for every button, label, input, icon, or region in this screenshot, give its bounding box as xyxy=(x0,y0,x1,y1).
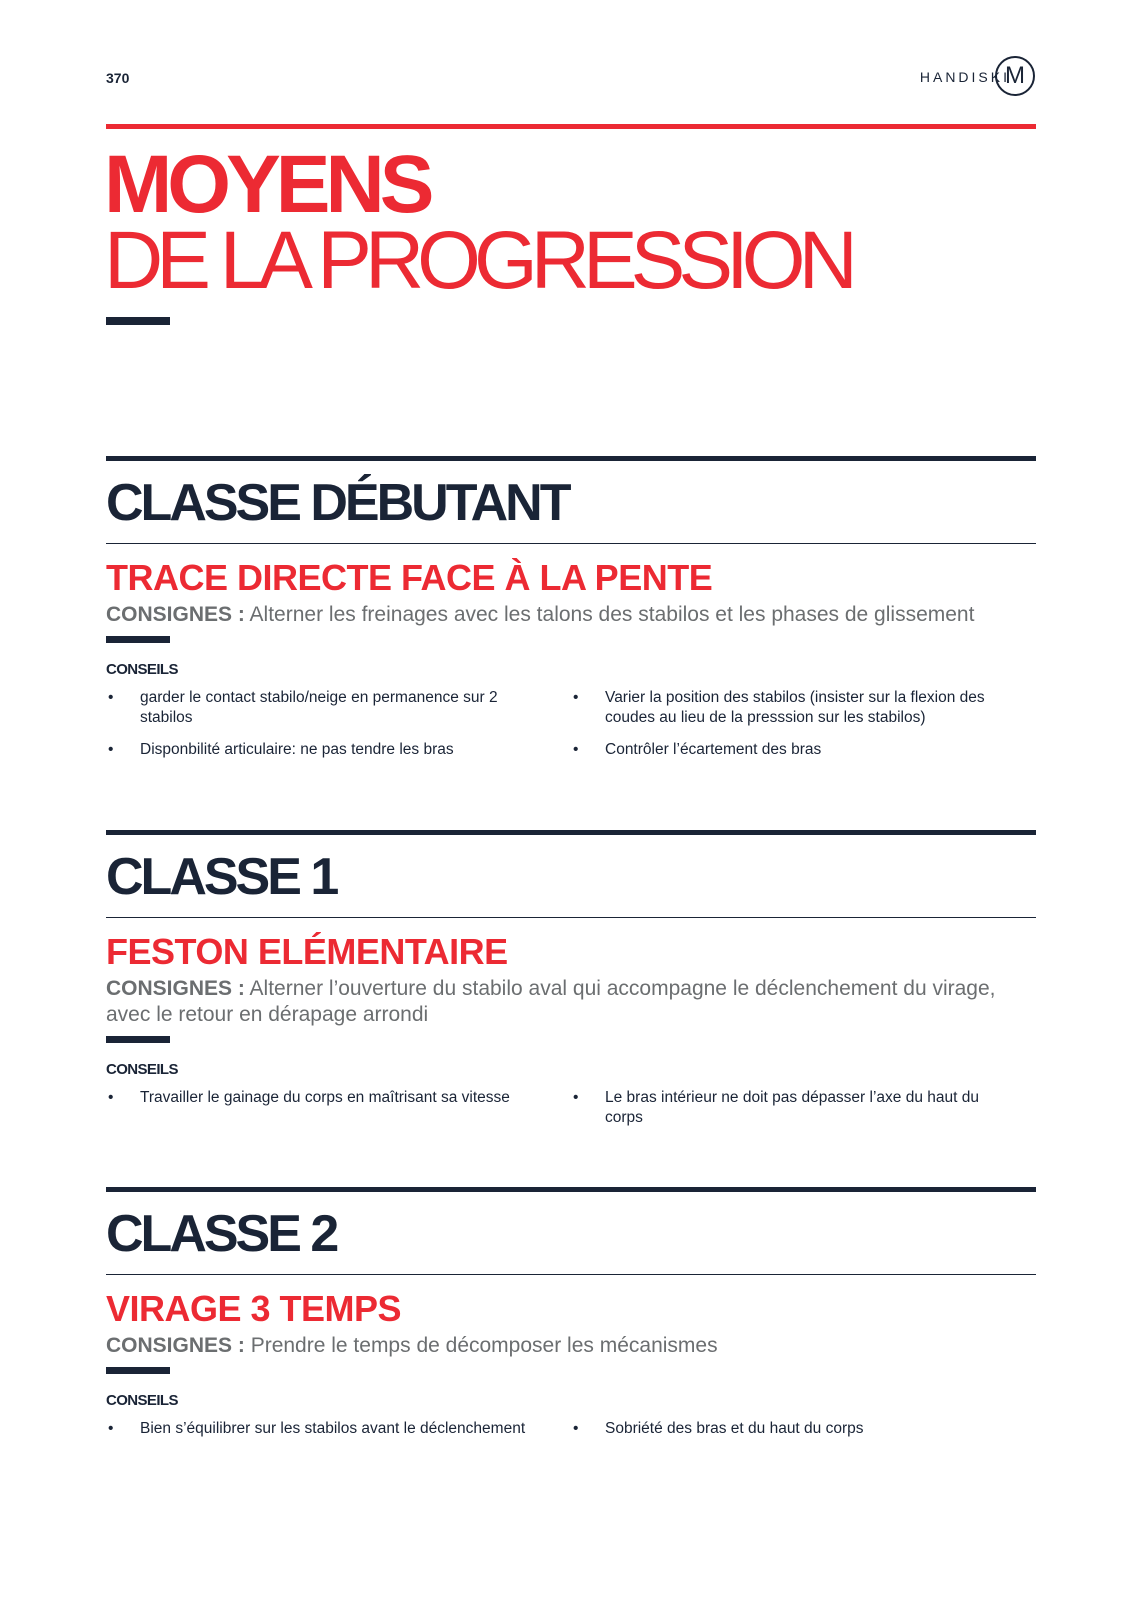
section-divider xyxy=(106,830,1036,835)
tip-text: Contrôler l’écartement des bras xyxy=(605,741,822,758)
thin-divider xyxy=(106,543,1036,544)
consignes-text: Prendre le temps de décomposer les mécanismes xyxy=(250,1334,718,1357)
class-title: CLASSE 2 xyxy=(106,1205,337,1263)
section-classe-1 xyxy=(106,830,1036,1128)
list-item xyxy=(106,688,571,728)
section-classe-2 xyxy=(106,1187,1036,1439)
page-number: 370 xyxy=(106,70,130,86)
list-item xyxy=(106,1088,571,1128)
consignes-text: Alterner l’ouverture du stabilo aval qui accompagne le déclenchement du virage, avec le retour en dérapage arrondi xyxy=(106,977,996,1026)
tip-text: Bien s’équilibrer sur les stabilos avant le déclenchement xyxy=(140,1420,526,1437)
bullet-icon: • xyxy=(573,1420,579,1437)
list-item xyxy=(571,740,1036,760)
accent-dash xyxy=(106,636,170,643)
exercise-title: TRACE DIRECTE FACE À LA PENTE xyxy=(106,557,713,598)
tip-text: Varier la position des stabilos (insister sur la flexion des coudes au lieu de la presssion sur les stabilos) xyxy=(605,689,985,726)
brand-name: HANDISKI xyxy=(919,69,1010,85)
consignes-label: CONSIGNES : xyxy=(106,603,245,626)
accent-dash xyxy=(106,1367,170,1374)
tip-text: Disponbilité articulaire: ne pas tendre les bras xyxy=(140,741,454,758)
bullet-icon: • xyxy=(108,689,114,706)
list-item xyxy=(106,740,571,760)
exercise-title: FESTON ELÉMENTAIRE xyxy=(106,931,508,972)
tips-list xyxy=(106,1419,1036,1439)
class-title: CLASSE DÉBUTANT xyxy=(106,474,569,532)
consignes xyxy=(106,976,1036,1028)
consignes-label: CONSIGNES : xyxy=(106,977,245,1000)
section-classe-debutant xyxy=(106,456,1036,760)
bullet-icon: • xyxy=(108,1420,114,1437)
conseils-label: CONSEILS xyxy=(106,1392,178,1409)
bullet-icon: • xyxy=(108,1089,114,1106)
bullet-icon: • xyxy=(573,741,579,758)
consignes-label: CONSIGNES : xyxy=(106,1334,245,1357)
tips-list xyxy=(106,688,1036,760)
page-title-line2: DE LA PROGRESSION xyxy=(104,215,851,306)
list-item xyxy=(571,1419,1036,1439)
tip-text: Sobriété des bras et du haut du corps xyxy=(605,1420,864,1437)
consignes xyxy=(106,602,1036,628)
thin-divider xyxy=(106,917,1036,918)
tip-text: Le bras intérieur ne doit pas dépasser l’axe du haut du corps xyxy=(605,1089,979,1126)
bullet-icon: • xyxy=(108,741,114,758)
bullet-icon: • xyxy=(573,689,579,706)
page-title-line1: MOYENS xyxy=(104,139,430,230)
brand-logo: M xyxy=(995,56,1035,96)
conseils-label: CONSEILS xyxy=(106,661,178,678)
list-item xyxy=(571,1088,1036,1128)
consignes-text: Alterner les freinages avec les talons des stabilos et les phases de glissement xyxy=(249,603,975,626)
tips-list xyxy=(106,1088,1036,1128)
list-item xyxy=(571,688,1036,728)
exercise-title: VIRAGE 3 TEMPS xyxy=(106,1288,402,1329)
list-item xyxy=(106,1419,571,1439)
thin-divider xyxy=(106,1274,1036,1275)
accent-dash xyxy=(106,1036,170,1043)
title-accent-dash xyxy=(106,317,170,325)
bullet-icon: • xyxy=(573,1089,579,1106)
consignes xyxy=(106,1333,1036,1359)
section-divider xyxy=(106,456,1036,461)
tip-text: garder le contact stabilo/neige en permanence sur 2 stabilos xyxy=(140,689,498,726)
class-title: CLASSE 1 xyxy=(106,848,337,906)
section-divider xyxy=(106,1187,1036,1192)
header-divider xyxy=(106,124,1036,129)
conseils-label: CONSEILS xyxy=(106,1061,178,1078)
tip-text: Travailler le gainage du corps en maîtrisant sa vitesse xyxy=(140,1089,510,1106)
